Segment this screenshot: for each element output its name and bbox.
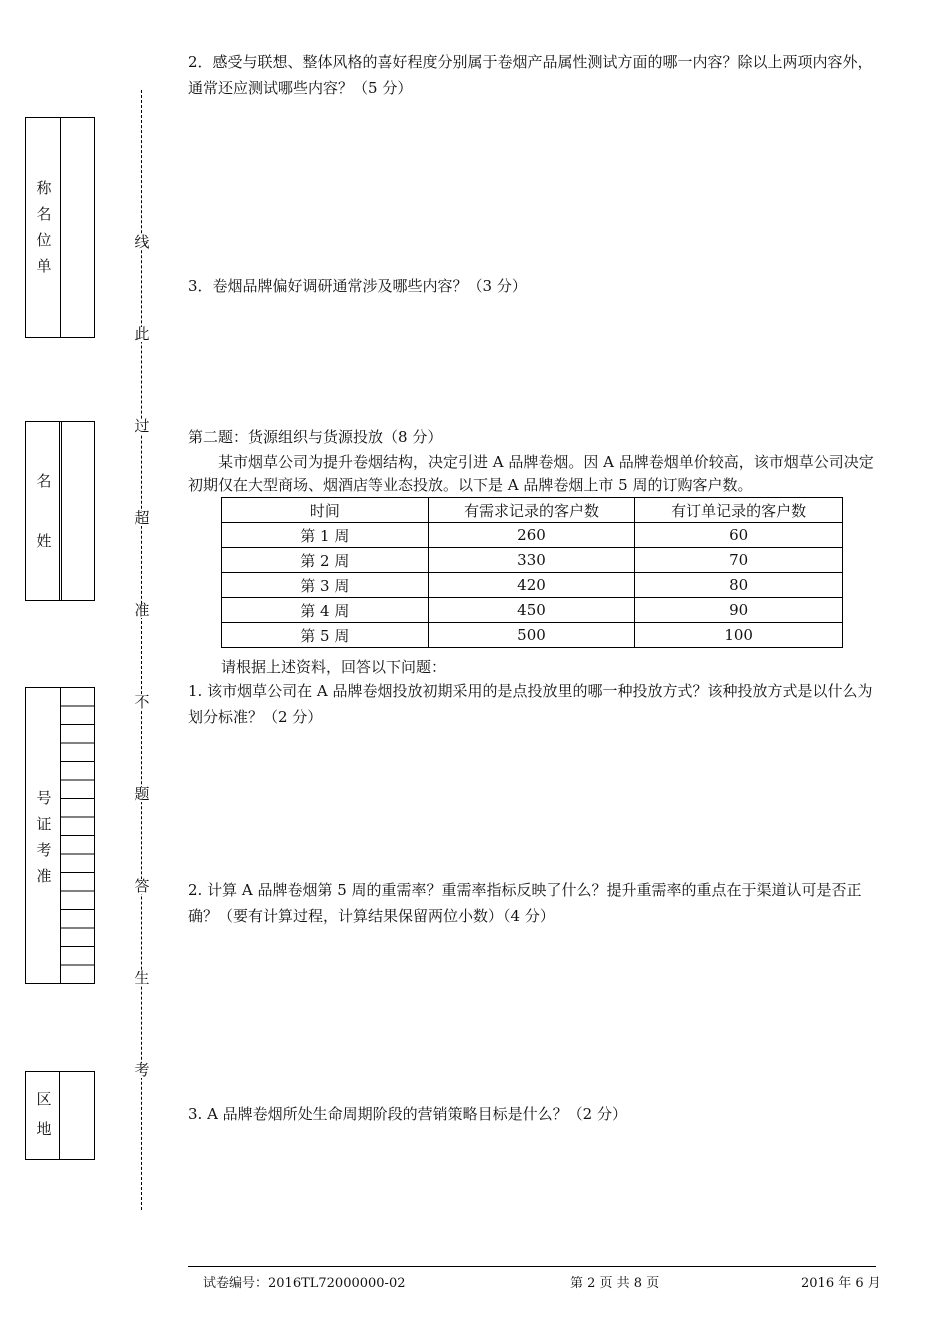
paper-number: 试卷编号：2016TL72000000-02 xyxy=(203,1276,406,1291)
orders-table xyxy=(221,497,843,648)
cut-char: 答 xyxy=(134,877,150,895)
region-label: 区 地 xyxy=(36,1090,52,1138)
name-box xyxy=(25,421,95,601)
table-row xyxy=(222,523,843,548)
cut-char: 不 xyxy=(134,693,150,711)
table-header-cell: 有订单记录的客户数 xyxy=(635,498,843,523)
cut-char: 考 xyxy=(134,1061,150,1079)
region-box xyxy=(25,1071,95,1160)
table-cell: 420 xyxy=(428,573,635,598)
section-2-title: 第二题：货源组织与货源投放（8 分） xyxy=(188,428,443,446)
table-cell: 第 5 周 xyxy=(222,623,429,648)
table-cell: 80 xyxy=(635,573,843,598)
section-2-intro: 某市烟草公司为提升卷烟结构，决定引进 A 品牌卷烟。因 A 品牌卷烟单价较高，该市烟草公司决定初期仅在大型商场、烟酒店等业态投放。以下是 A 品牌卷烟上市 5 周的订购客户数。 xyxy=(188,453,874,494)
table-cell: 60 xyxy=(635,523,843,548)
cut-char: 题 xyxy=(134,785,150,803)
table-header-cell: 有需求记录的客户数 xyxy=(428,498,635,523)
cut-char: 生 xyxy=(134,969,150,987)
table-cell: 450 xyxy=(428,598,635,623)
table-cell: 260 xyxy=(428,523,635,548)
table-cell: 500 xyxy=(428,623,635,648)
question-2: 2．感受与联想、整体风格的喜好程度分别属于卷烟产品属性测试方面的哪一内容？除以上两项内容外，通常还应测试哪些内容？（5 分） xyxy=(188,53,873,97)
table-cell: 第 1 周 xyxy=(222,523,429,548)
answer-prompt: 请根据上述资料，回答以下问题： xyxy=(221,658,447,676)
unit-name-label: 称 名 位 单 xyxy=(36,179,52,275)
footer-rule xyxy=(188,1266,876,1267)
exam-id-box xyxy=(25,687,95,984)
table-cell: 100 xyxy=(635,623,843,648)
cut-char: 线 xyxy=(134,233,150,251)
cut-char: 准 xyxy=(134,601,150,619)
table-cell: 90 xyxy=(635,598,843,623)
question-3: 3．卷烟品牌偏好调研通常涉及哪些内容？（3 分） xyxy=(188,277,527,295)
table-row xyxy=(222,623,843,648)
table-cell: 70 xyxy=(635,548,843,573)
table-row xyxy=(222,548,843,573)
exam-id-label: 号 证 考 准 xyxy=(36,789,52,885)
cut-line xyxy=(141,90,142,1210)
table-header-row xyxy=(222,498,843,523)
exam-id-grid xyxy=(61,688,94,983)
section-2-question-2: 2. 计算 A 品牌卷烟第 5 周的重需率？重需率指标反映了什么？提升重需率的重点在于渠道认可是否正确？（要有计算过程，计算结果保留两位小数）（4 分） xyxy=(188,881,862,925)
cut-char: 过 xyxy=(134,417,150,435)
exam-date: 2016 年 6 月 xyxy=(801,1276,881,1291)
section-2-question-3: 3. A 品牌卷烟所处生命周期阶段的营销策略目标是什么？（2 分） xyxy=(188,1105,627,1123)
cut-char: 超 xyxy=(134,509,150,527)
name-label: 名 姓 xyxy=(36,472,52,550)
unit-name-box xyxy=(25,117,95,338)
table-cell: 第 4 周 xyxy=(222,598,429,623)
section-2-question-1: 1. 该市烟草公司在 A 品牌卷烟投放初期采用的是点投放里的哪一种投放方式？该种投放方式是以什么为划分标准？（2 分） xyxy=(188,682,873,726)
table-header-cell: 时间 xyxy=(222,498,429,523)
table-cell: 330 xyxy=(428,548,635,573)
table-row xyxy=(222,598,843,623)
table-cell: 第 2 周 xyxy=(222,548,429,573)
cut-char: 此 xyxy=(134,325,150,343)
page-number: 第 2 页 共 8 页 xyxy=(570,1276,660,1291)
table-row xyxy=(222,573,843,598)
table-cell: 第 3 周 xyxy=(222,573,429,598)
